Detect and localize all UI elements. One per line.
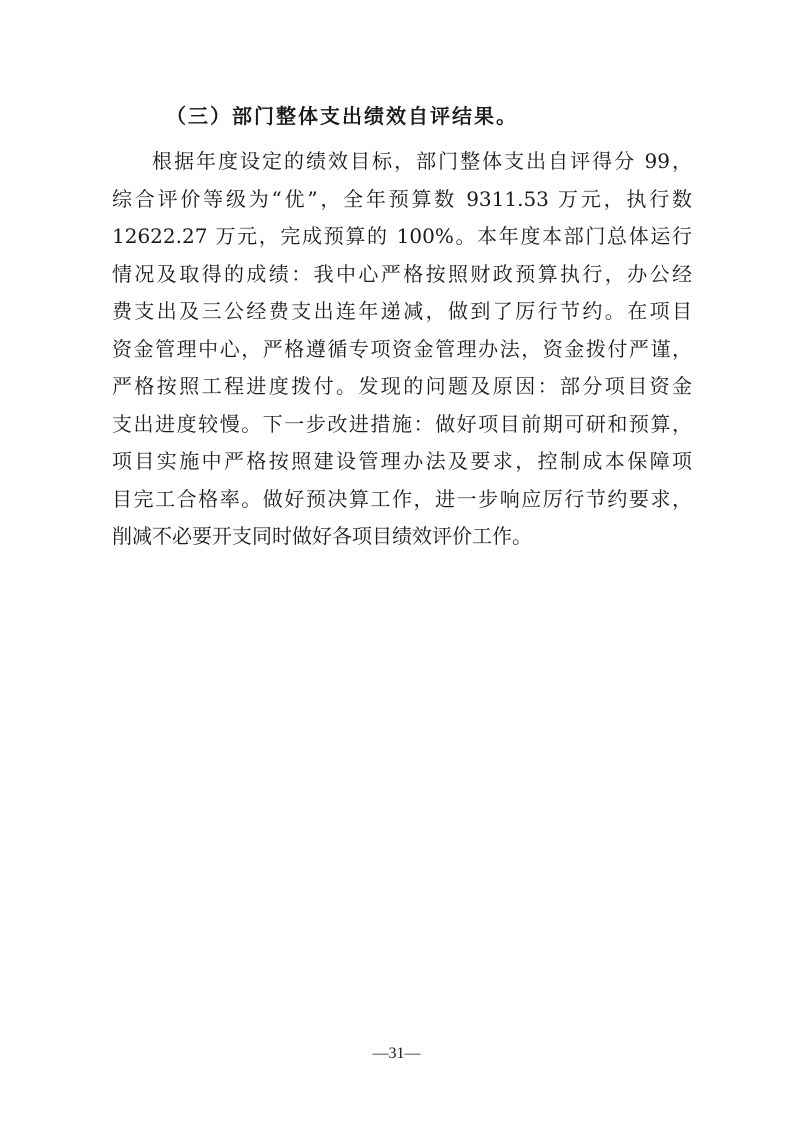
- paragraph-line: 项目实施中严格按照建设管理办法及要求，控制成本保障项: [112, 449, 692, 473]
- paragraph-line: 费支出及三公经费支出连年递减，做到了厉行节约。在项目: [112, 299, 692, 323]
- paragraph-line: 严格按照工程进度拨付。发现的问题及原因：部分项目资金: [112, 374, 692, 398]
- paragraph-line: 支出进度较慢。下一步改进措施：做好项目前期可研和预算，: [112, 411, 692, 436]
- body-paragraph: [112, 143, 692, 556]
- paragraph-line: 综合评价等级为“优”，全年预算数 9311.53 万元，执行数: [112, 186, 692, 211]
- paragraph-line: 12622.27 万元，完成预算的 100%。本年度本部门总体运行: [112, 224, 692, 248]
- paragraph-line: 目完工合格率。做好预决算工作，进一步响应厉行节约要求，: [112, 486, 692, 511]
- paragraph-line: 削减不必要开支同时做好各项目绩效评价工作。: [112, 524, 532, 548]
- section-heading: （三）部门整体支出绩效自评结果。: [166, 104, 518, 128]
- paragraph-line: 资金管理中心，严格遵循专项资金管理办法，资金拨付严谨，: [112, 336, 692, 361]
- paragraph-line: 情况及取得的成绩：我中心严格按照财政预算执行，办公经: [112, 261, 692, 286]
- paragraph-line: 根据年度设定的绩效目标，部门整体支出自评得分 99，: [152, 149, 692, 173]
- page-number: —31—: [372, 1045, 421, 1062]
